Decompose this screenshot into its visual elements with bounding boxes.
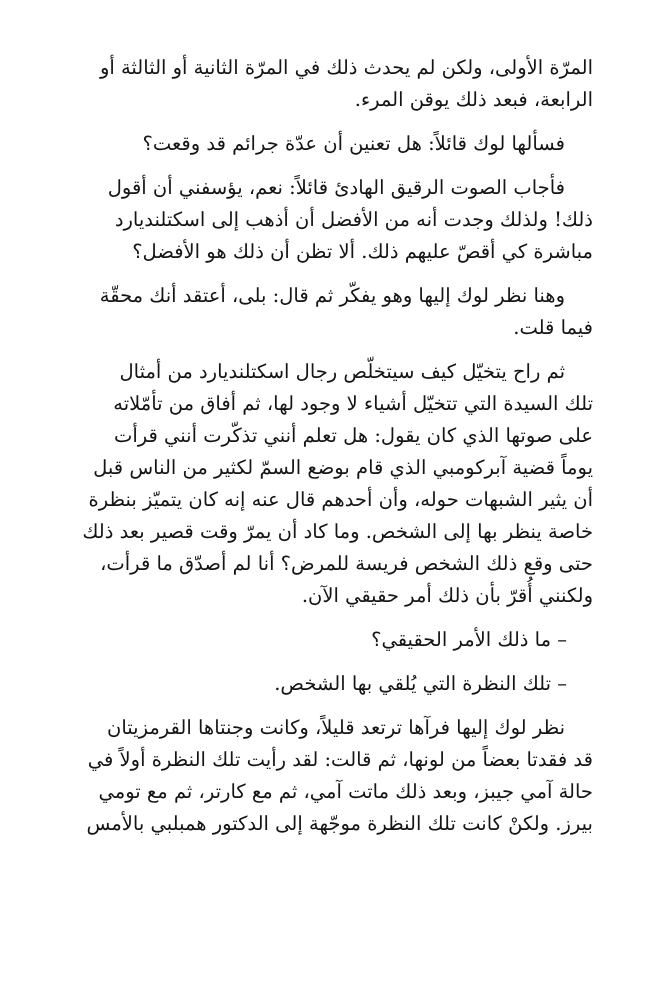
paragraph-3: فأجاب الصوت الرقيق الهادئ قائلاً: نعم، يؤسفني أن أقول ذلك! ولذلك وجدت أنه من الأفضل أن أذهب إلى اسكتلنديارد مباشرة كي أقصّ عليهم ذلك. ألا تظن أن ذلك هو الأفضل؟ [107,176,593,263]
paragraph-5: ثم راح يتخيّل كيف سيتخلّص رجال اسكتلنديارد من أمثال تلك السيدة التي تتخيّل أشياء لا وجود لها، ثم أفاق من تأمّلاته على صوتها الذي كان يقول: هل تعلم أنني تذكّرت أنني قرأت يوماً قضية آبركومبي الذي قام بوضع السمّ لكثير من الناس قبل أن يثير الشبهات حوله، وأن أحدهم قال عنه إنه كان يتميّز بنظرة خاصة ينظر بها إلى الشخص. وما كاد أن يمرّ وقت قصير بعد ذلك حتى وقع ذلك الشخص فريسة للمرض؟ أنا لم أصدّق ما قرأت، ولكنني أُقرّ بأن ذلك أمر حقيقي الآن. [82,360,593,607]
paragraph-2: فسألها لوك قائلاً: هل تعنين أن عدّة جرائم قد وقعت؟ [142,132,565,155]
dialogue-line-1: – ما ذلك الأمر الحقيقي؟ [371,628,567,651]
paragraph-6: نظر لوك إليها فرآها ترتعد قليلاً، وكانت وجنتاها القرمزيتان قد فقدتا بعضاً من لونها، ثم قالت: لقد رأيت تلك النظرة أولاً في حالة آمي جيبز، وبعد ذلك ماتت آمي، ثم مع كارتر، ثم مع تومي بيرز. ولكنْ كانت تلك النظرة موجّهة إلى الدكتور همبلبي بالأمس [86,716,593,835]
dialogue-line-2: – تلك النظرة التي يُلقي بها الشخص. [274,672,567,695]
paragraph-4: وهنا نظر لوك إليها وهو يفكّر ثم قال: بلى، أعتقد أنك محقّة فيما قلت. [99,284,593,339]
paragraph-1: المرّة الأولى، ولكن لم يحدث ذلك في المرّة الثانية أو الثالثة أو الرابعة، فبعد ذلك يوقن المرء. [99,56,593,111]
